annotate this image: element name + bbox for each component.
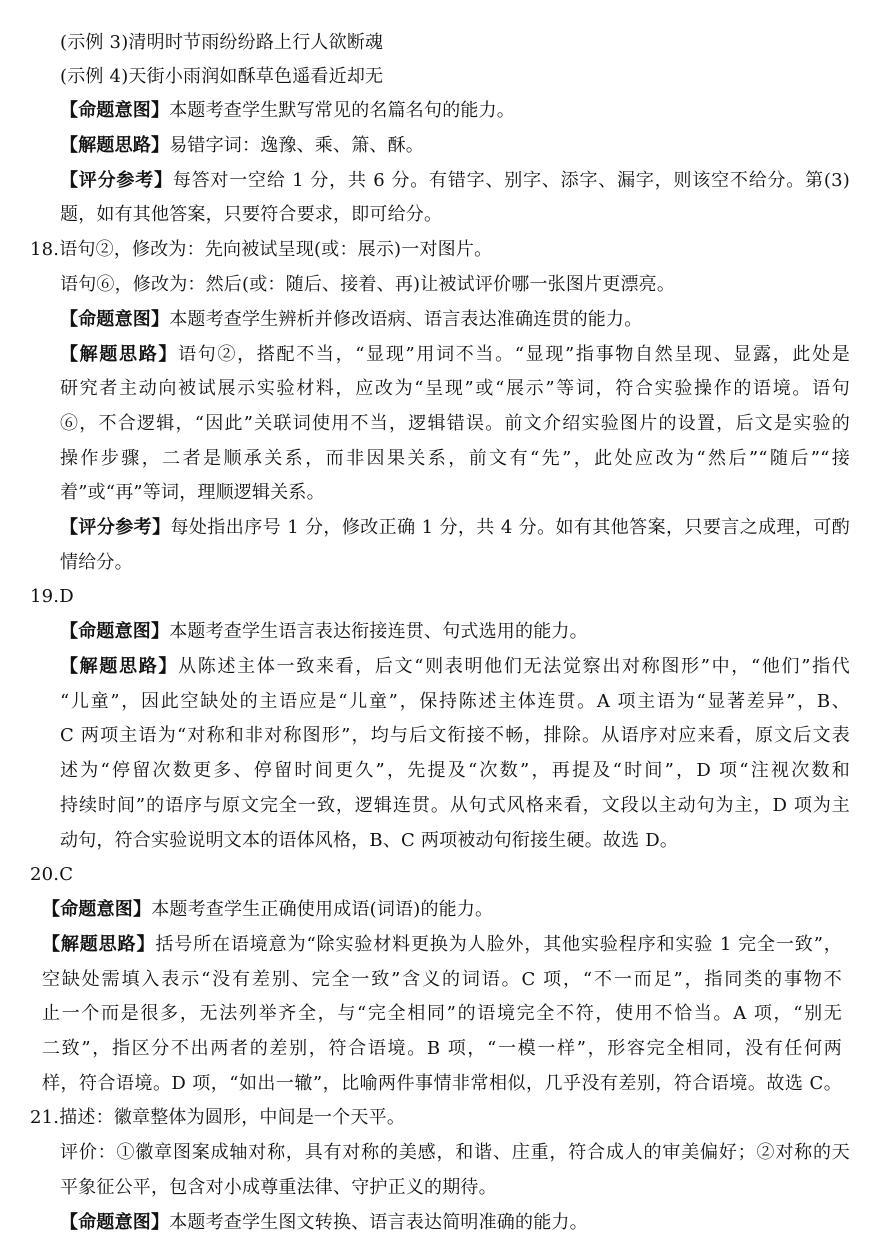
scoring-text: 每处指出序号 1 分，修改正确 1 分，共 4 分。如有其他答案，只要言之成理，可酌 (170, 517, 850, 538)
intent-line-17 (60, 99, 515, 123)
approach-line-20-5: 样，符合语境。D 项，“如出一辙”，比喻两件事情非常相似，几乎没有差别，符合语境。故选 C。 (42, 1073, 842, 1094)
approach-line-18-2: 研究者主动向被试展示实验材料，应改为“呈现”或“展示”等词，符合实验操作的语境。语句 (60, 378, 850, 399)
approach-tag: 【解题思路】 (60, 344, 179, 365)
approach-line-19-6: 动句，符合实验说明文本的语体风格，B、C 两项被动句衔接生硬。故选 D。 (60, 830, 679, 851)
approach-line-19-4: 述为“停留次数更多、停留时间更久”，先提及“次数”，再提及“时间”，D 项“注视次数和 (60, 760, 850, 781)
intent-tag: 【命题意图】 (60, 100, 170, 121)
approach-line-20-4: 二致”，指区分不出两者的差别，符合语境。B 项，“一模一样”，形容完全相同，没有任何两 (42, 1038, 842, 1059)
approach-line-17 (60, 134, 424, 158)
intent-line-21 (60, 1211, 588, 1235)
answer-18-line: 18.语句②，修改为：先向被试呈现(或：展示)一对图片。 (30, 239, 493, 260)
intent-line-20 (42, 898, 493, 922)
approach-line-18-5: 着”或“再”等词，理顺逻辑关系。 (60, 482, 325, 503)
approach-line-18 (60, 343, 850, 367)
intent-text: 本题考查学生默写常见的名篇名句的能力。 (169, 100, 516, 121)
answer-21-line-3: 平象征公平，包含对小成尊重法律、守护正义的期待。 (60, 1177, 497, 1198)
example-4-line: (示例 4)天街小雨润如酥草色遥看近却无 (60, 66, 384, 87)
approach-text: 易错字词：逸豫、乘、箫、酥。 (169, 135, 425, 156)
approach-line-19-2: “儿童”，因此空缺处的主语应是“儿童”，保持陈述主体连贯。A 项主语为“显著差异”，B、 (60, 691, 850, 712)
scoring-line-17 (60, 169, 850, 193)
approach-line-20-2: 空缺处需填入表示“没有差别、完全一致”含义的词语。C 项，“不一而足”，指同类的事物不 (42, 969, 842, 990)
approach-line-19-5: 持续时间”的语序与原文完全一致，逻辑连贯。从句式风格来看，文段以主动句为主，D 项为主 (60, 795, 850, 816)
answer-18-line-2: 语句⑥，修改为：然后(或：随后、接着、再)让被试评价哪一张图片更漂亮。 (60, 274, 676, 295)
approach-text: 括号所在语境意为“除实验材料更换为人脸外，其他实验程序和实验 1 完全一致”， (155, 934, 842, 955)
answer-21-line: 21.描述：徽章整体为圆形，中间是一个天平。 (30, 1107, 406, 1128)
approach-tag: 【解题思路】 (60, 656, 179, 677)
answer-20-line: 20.C (30, 864, 74, 885)
intent-text: 本题考查学生图文转换、语言表达简明准确的能力。 (169, 1212, 588, 1233)
answer-21-line-2: 评价：①徽章图案成轴对称，具有对称的美感，和谐、庄重，符合成人的审美偏好；②对称的天 (60, 1142, 850, 1163)
approach-text: 从陈述主体一致来看，后文“则表明他们无法觉察出对称图形”中，“他们”指代 (178, 656, 851, 677)
approach-tag: 【解题思路】 (42, 934, 156, 955)
intent-tag: 【命题意图】 (60, 1212, 170, 1233)
intent-line-18 (60, 308, 642, 332)
example-3-line: (示例 3)清明时节雨纷纷路上行人欲断魂 (60, 32, 384, 53)
intent-text: 本题考查学生语言表达衔接连贯、句式选用的能力。 (169, 621, 588, 642)
scoring-line-18-cont: 情给分。 (60, 552, 133, 573)
scoring-text: 每答对一空给 1 分，共 6 分。有错字、别字、添字、漏字，则该空不给分。第(3) (172, 170, 850, 191)
scoring-tag: 【评分参考】 (60, 517, 171, 538)
approach-line-18-3: ⑥，不合逻辑，“因此”关联词使用不当，逻辑错误。前文介绍实验图片的设置，后文是实验的 (60, 413, 850, 434)
approach-text: 语句②，搭配不当，“显现”用词不当。“显现”指事物自然呈现、显露，此处是 (178, 344, 851, 365)
approach-line-19-3: C 两项主语为“对称和非对称图形”，均与后文衔接不畅，排除。从语序对应来看，原文后文表 (60, 725, 850, 746)
intent-tag: 【命题意图】 (60, 621, 170, 642)
intent-tag: 【命题意图】 (42, 899, 152, 920)
approach-line-19 (60, 655, 850, 679)
answer-19-line: 19.D (30, 586, 74, 607)
scoring-line-18 (60, 516, 850, 540)
approach-line-20-3: 止一个而是很多，无法列举齐全，与“完全相同”的语境完全不符，使用不恰当。A 项，“别无 (42, 1003, 842, 1024)
intent-line-19 (60, 620, 588, 644)
scoring-tag: 【评分参考】 (60, 170, 173, 191)
intent-text: 本题考查学生正确使用成语(词语)的能力。 (151, 899, 494, 920)
scoring-line-17-cont: 题，如有其他答案，只要符合要求，即可给分。 (60, 204, 443, 225)
intent-tag: 【命题意图】 (60, 309, 170, 330)
approach-tag: 【解题思路】 (60, 135, 170, 156)
intent-text: 本题考查学生辨析并修改语病、语言表达准确连贯的能力。 (169, 309, 643, 330)
approach-line-18-4: 操作步骤，二者是顺承关系，而非因果关系，前文有“先”，此处应改为“然后”“随后”“接 (60, 448, 850, 469)
approach-line-20 (42, 933, 842, 957)
